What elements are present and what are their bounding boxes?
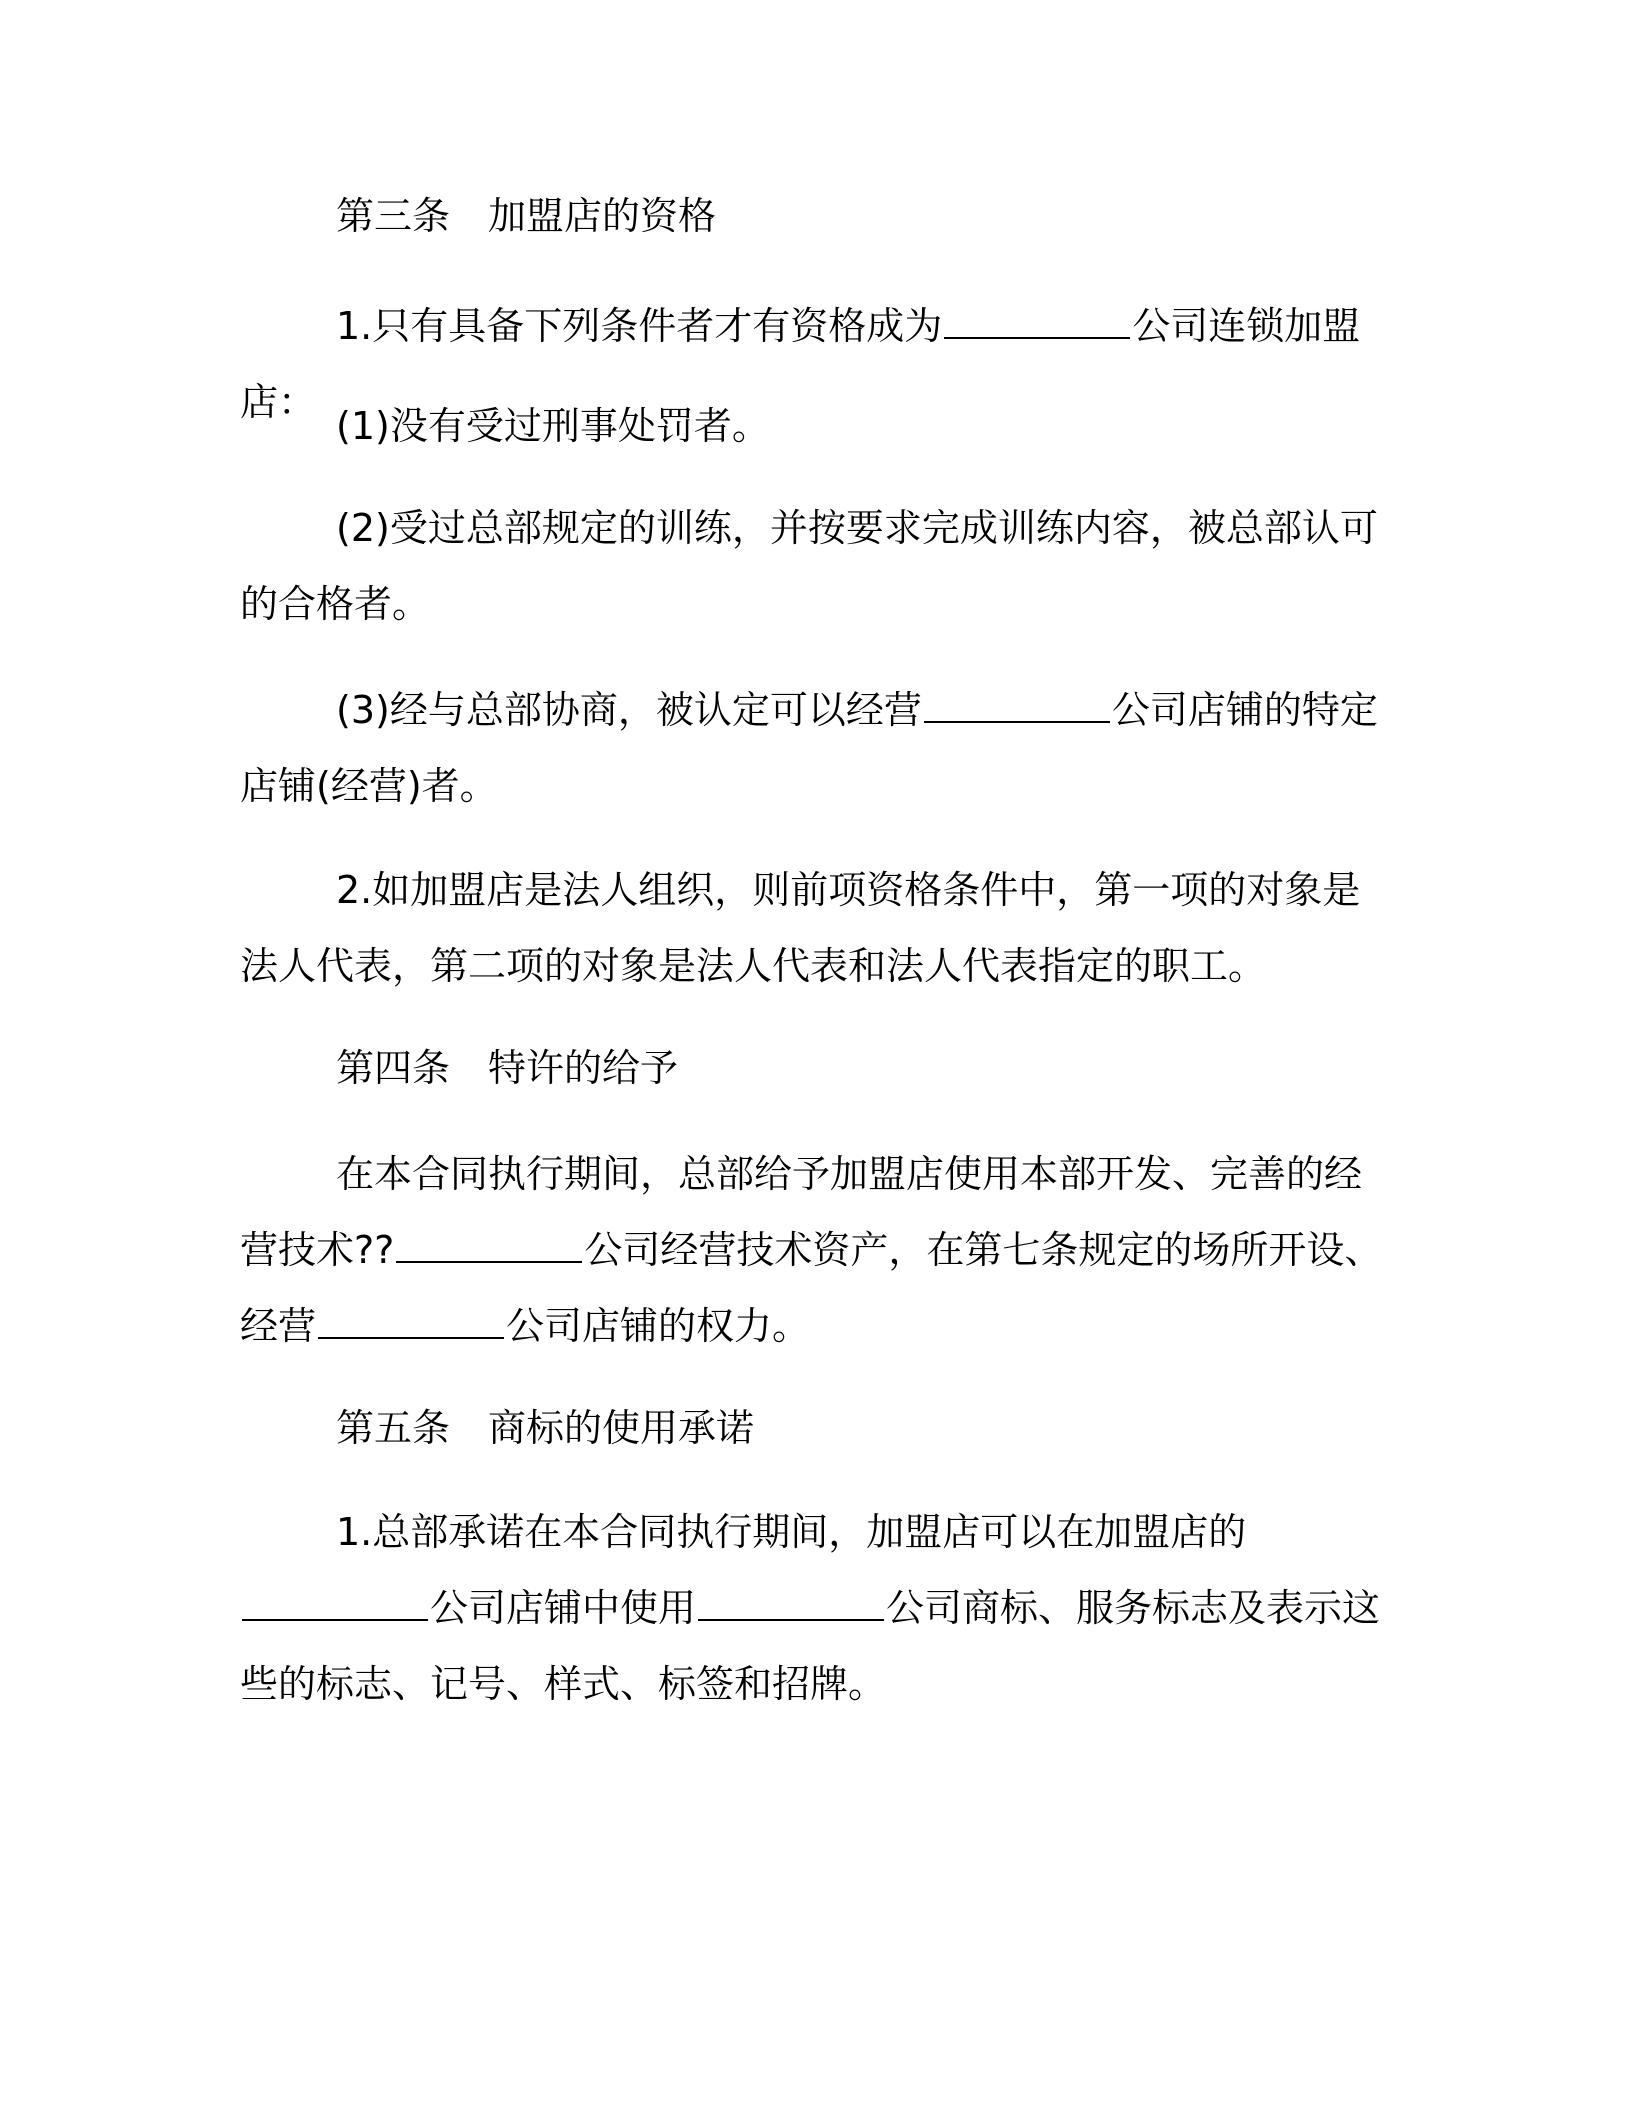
article-5-item-1-text-2: 公司店铺中使用 [430,1586,697,1630]
article-3-condition-3 [240,672,1390,824]
article-5-item-1 [240,1494,1390,1722]
article-4-body-text-1: 在本合同执行期间，总部给予加盟店使用本部开发、完善的经营技术?? [240,1152,1363,1272]
article-4-heading [240,1030,1390,1106]
article-3-heading [240,178,1390,254]
article-3-item-2: 2.如加盟店是法人组织，则前项资格条件中，第一项的对象是法人代表，第二项的对象是法人代表和法人代表指定的职工。 [240,868,1361,988]
article-3-condition-2: (2)受过总部规定的训练，并按要求完成训练内容，被总部认可的合格者。 [240,506,1378,626]
article-5-item-1-text-3: 公司商标、服务标志及表示这些的标志、记号、样式、标签和招牌。 [240,1586,1381,1706]
article-5-heading [240,1390,1390,1466]
fill-blank [318,1305,504,1339]
article-3-title: 加盟店的资格 [488,194,717,238]
article-5-title: 商标的使用承诺 [488,1406,755,1450]
article-4-number: 第四条 [336,1046,451,1090]
fill-blank [242,1587,428,1621]
fill-blank [698,1587,884,1621]
article-4-body [240,1136,1390,1364]
article-5-number: 第五条 [336,1406,451,1450]
article-4-body-text-3: 公司店铺的权力。 [506,1304,811,1348]
article-3-item-1-text: 1.只有具备下列条件者才有资格成为 [336,304,943,348]
article-3-condition-1: (1)没有受过刑事处罚者。 [336,404,770,448]
article-4-body-text-2: 公司经营技术资产，在第七条规定的场所开设、经营 [240,1228,1383,1348]
article-4-title: 特许的给予 [488,1046,679,1090]
fill-blank [944,305,1130,339]
article-5-item-1-text-1: 1.总部承诺在本合同执行期间，加盟店可以在加盟店的 [336,1510,1247,1554]
article-3-item-1-tail: 公司连锁加盟店： [240,304,1361,424]
fill-blank [396,1229,582,1263]
fill-blank [924,689,1110,723]
article-3-condition-3-text: (3)经与总部协商，被认定可以经营 [336,688,922,732]
article-3-number: 第三条 [336,194,451,238]
article-3-condition-3-tail: 公司店铺的特定店铺(经营)者。 [240,688,1378,808]
